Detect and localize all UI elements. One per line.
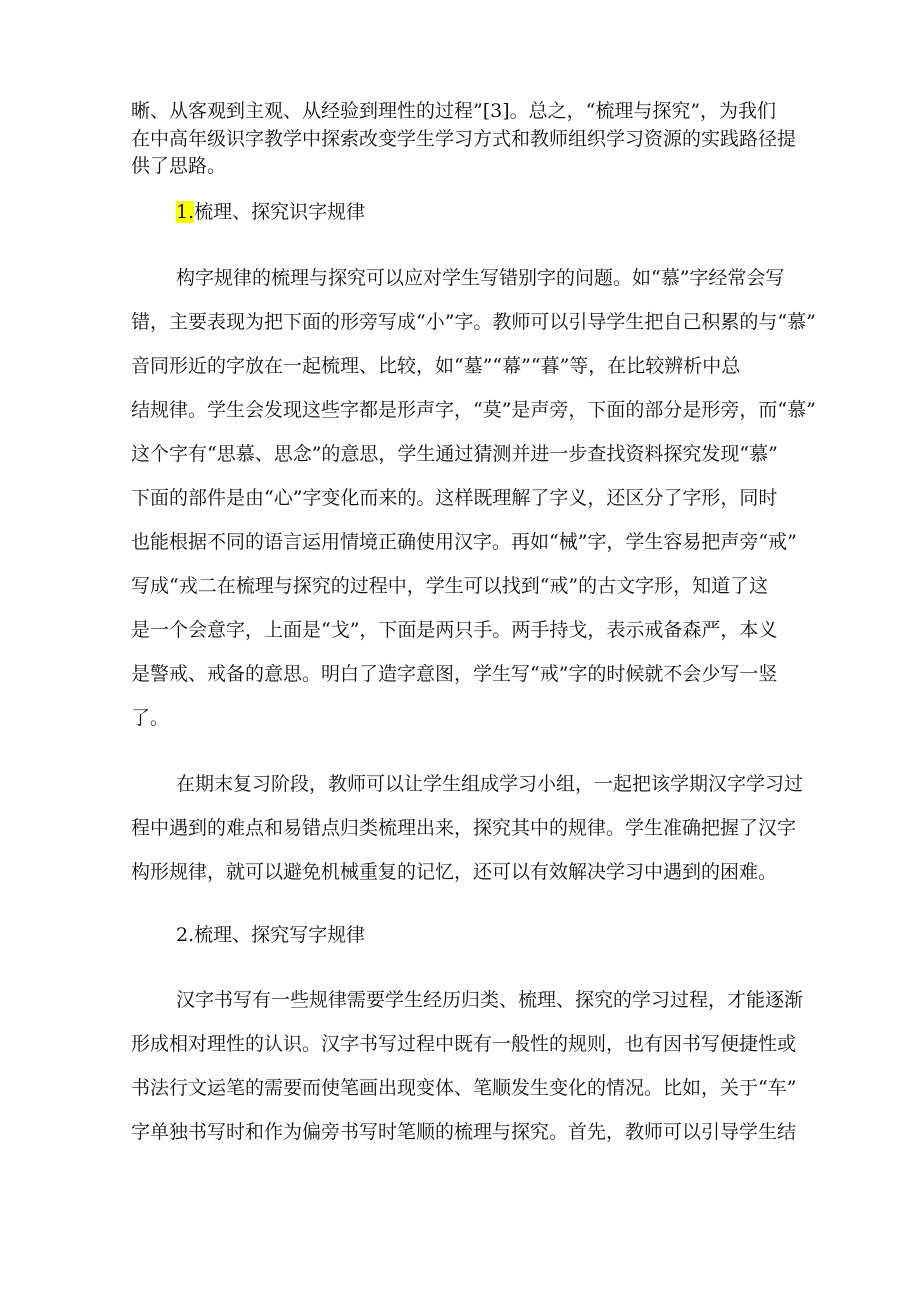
section-1-number-highlight: 1.: [176, 201, 195, 223]
intro-line-2: 在中高年级识字教学中探索改变学生学习方式和教师组织学习资源的实践路径提: [131, 128, 797, 150]
section-2-heading: 2.梳理、探究写字规律: [176, 924, 366, 946]
para3-line-3: 书法行文运笔的需要而使笔画出现变体、笔顺发生变化的情况。比如，关于“车”: [131, 1077, 797, 1099]
para3-line-1: 汉字书写有一些规律需要学生经历归类、梳理、探究的学习过程，才能逐渐: [176, 989, 804, 1011]
para1-line-9: 是一个会意字，上面是“戈”，下面是两只手。两手持戈，表示戒备森严，本义: [131, 619, 778, 641]
para1-line-11: 了。: [131, 707, 170, 729]
section-1-title: 梳理、探究识字规律: [194, 201, 366, 223]
para3-line-2: 形成相对理性的认识。汉字书写过程中既有一般性的规则，也有因书写便捷性或: [131, 1033, 797, 1055]
para3-line-4: 字单独书写时和作为偏旁书写时笔顺的梳理与探究。首先，教师可以引导学生结: [131, 1121, 797, 1143]
para1-line-3: 音同形近的字放在一起梳理、比较，如“墓”“幕”“暮”等，在比较辨析中总: [131, 355, 741, 377]
intro-line-3: 供了思路。: [131, 155, 227, 177]
para2-line-3: 构形规律，就可以避免机械重复的记忆，还可以有效解决学习中遇到的困难。: [131, 861, 778, 883]
para1-line-1: 构字规律的梳理与探究可以应对学生写错别字的问题。如“慕”字经常会写: [176, 267, 785, 289]
para1-line-2: 错，主要表现为把下面的形旁写成“小”字。教师可以引导学生把自己积累的与“慕”: [131, 311, 816, 333]
intro-line-1: 晰、从客观到主观、从经验到理性的过程”[3]。总之，“梳理与探究”，为我们: [131, 100, 777, 122]
para2-line-2: 程中遇到的难点和易错点归类梳理出来，探究其中的规律。学生准确把握了汉字: [131, 817, 797, 839]
para1-line-10: 是警戒、戒备的意思。明白了造字意图，学生写“戒”字的时候就不会少写一竖: [131, 663, 778, 685]
para1-line-6: 下面的部件是由“心”字变化而来的。这样既理解了字义，还区分了字形，同时: [131, 487, 778, 509]
para2-line-1: 在期末复习阶段，教师可以让学生组成学习小组，一起把该学期汉字学习过: [176, 773, 804, 795]
para1-line-5: 这个字有“思慕、思念”的意思，学生通过猜测并进一步查找资料探究发现“慕”: [131, 443, 778, 465]
para1-line-8: 写成“戎二在梳理与探究的过程中，学生可以找到“戒”的古文字形，知道了这: [131, 575, 769, 597]
para1-line-7: 也能根据不同的语言运用情境正确使用汉字。再如“械”字，学生容易把声旁“戒”: [131, 531, 797, 553]
section-1-heading: [176, 200, 365, 224]
para1-line-4: 结规律。学生会发现这些字都是形声字，“莫”是声旁，下面的部分是形旁，而“慕”: [131, 399, 816, 421]
